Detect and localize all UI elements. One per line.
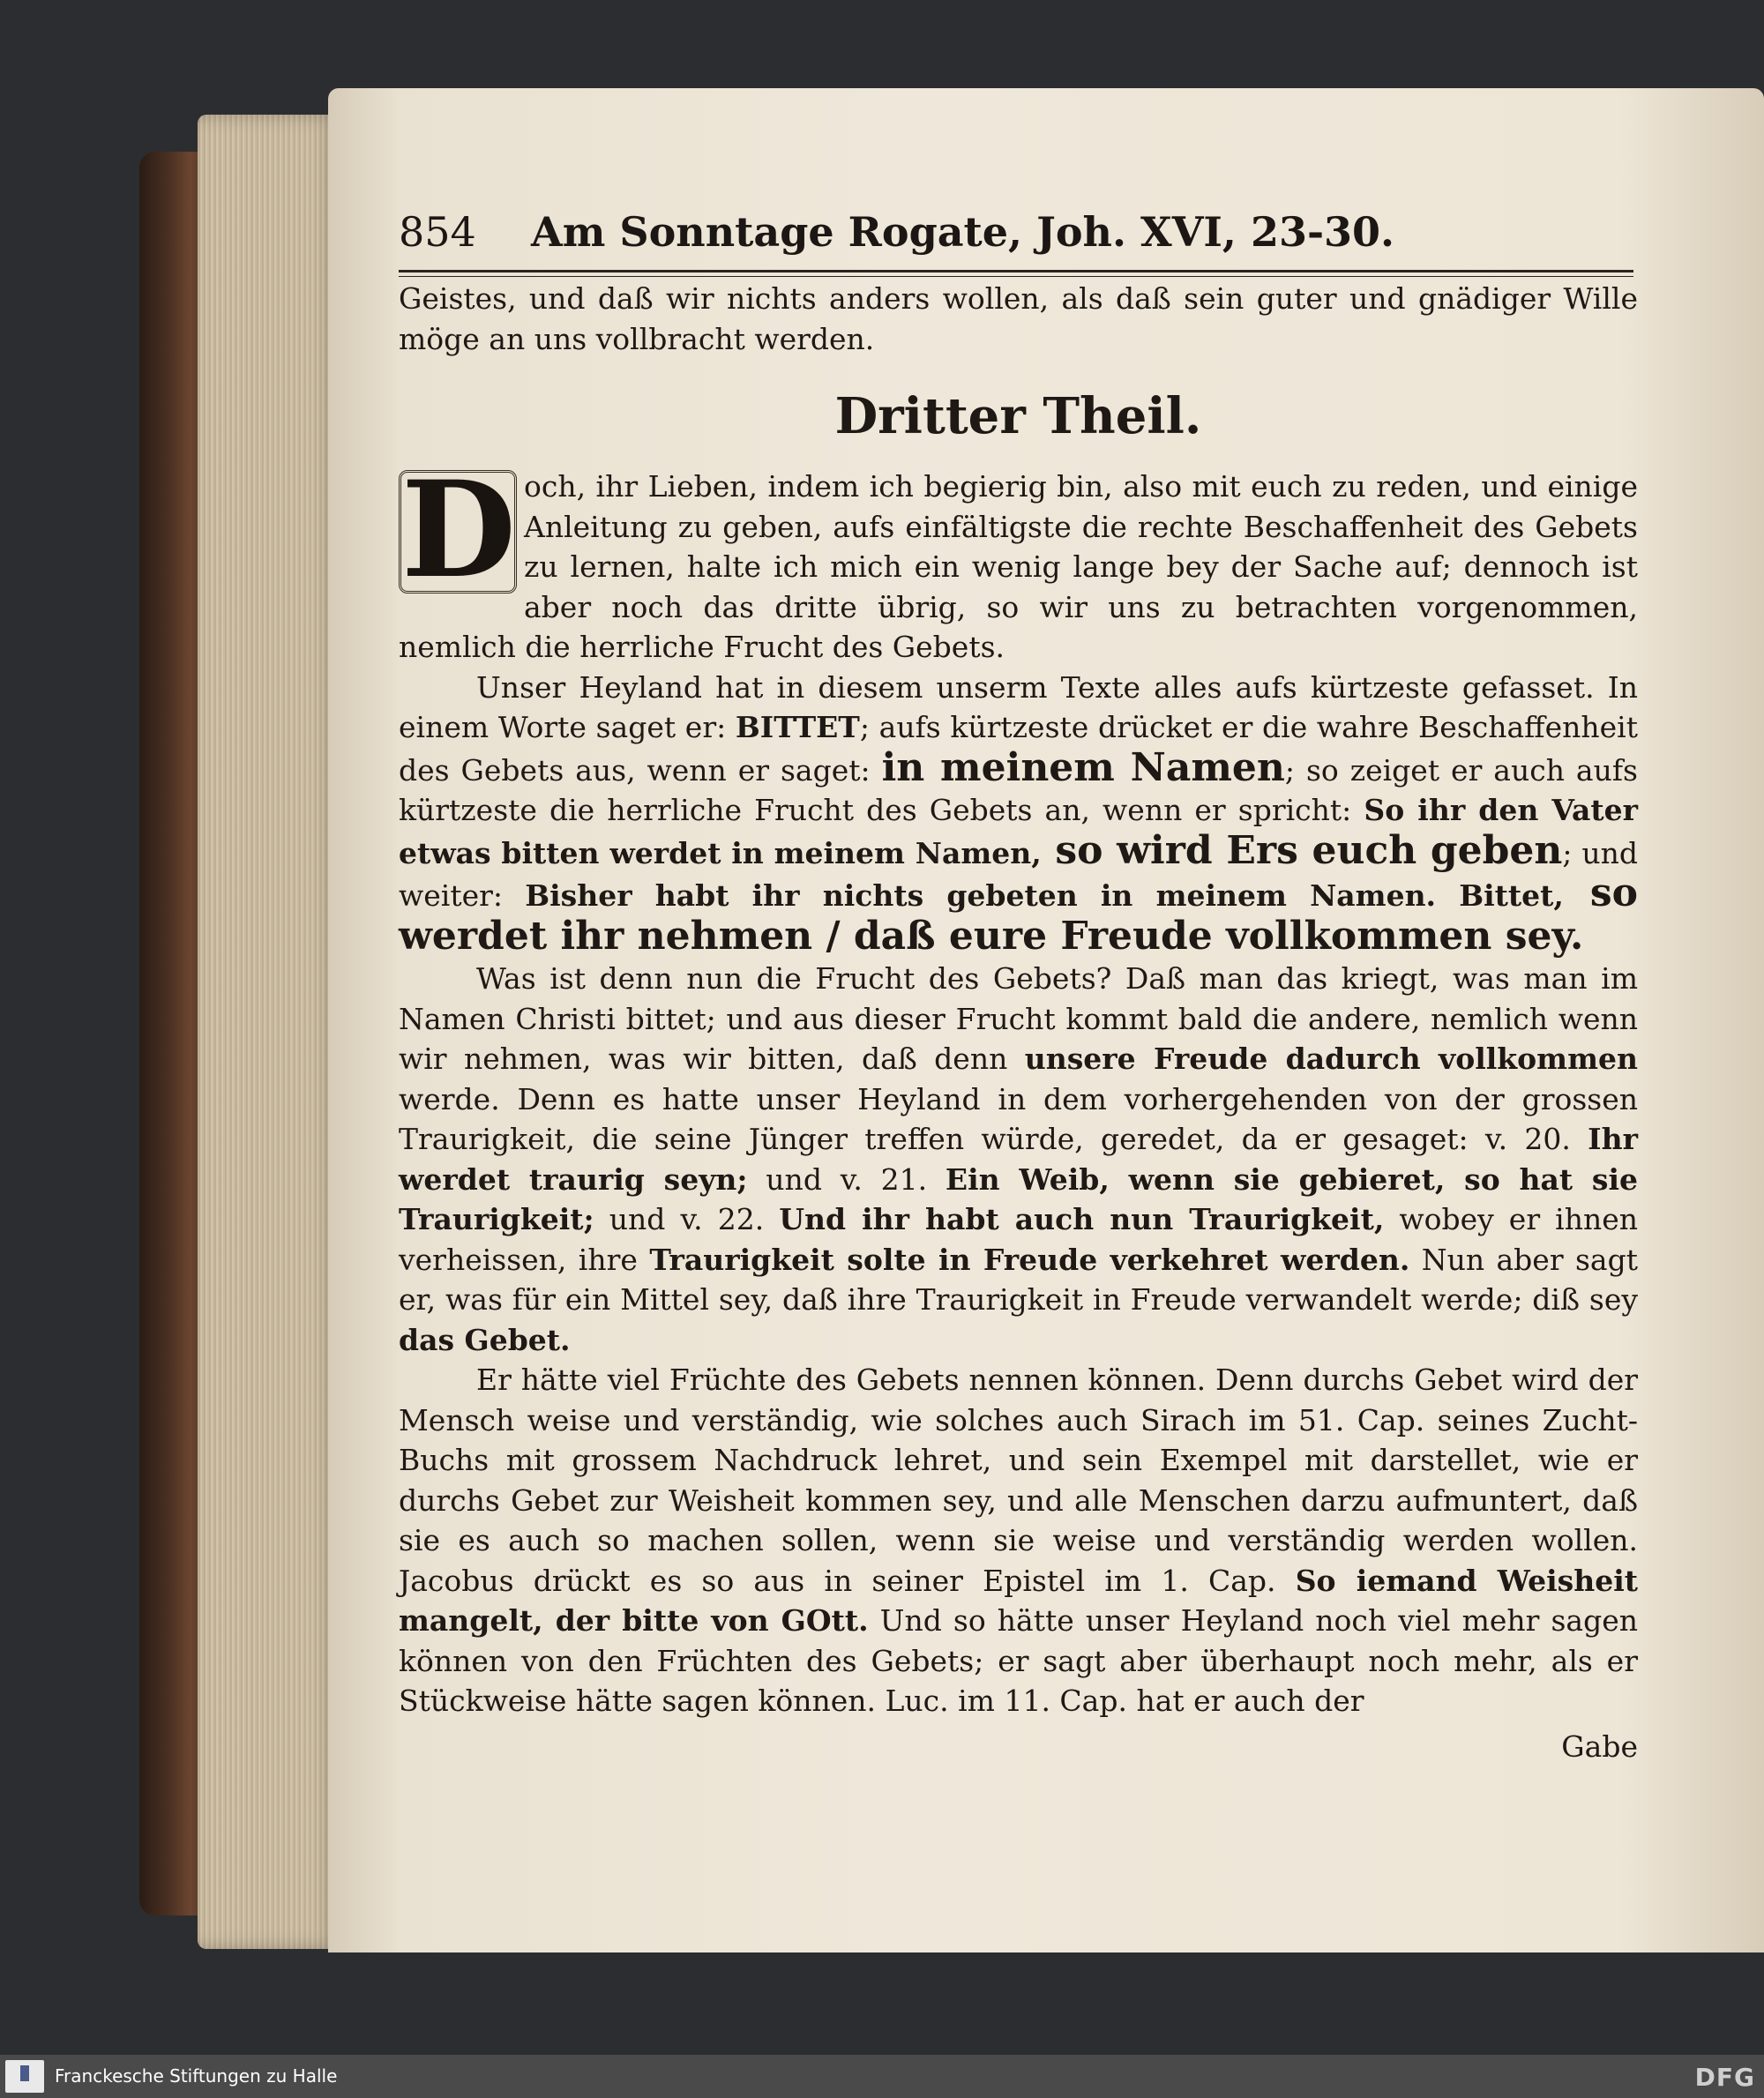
section-title: Dritter Theil. [834,387,1202,445]
emphasis: Traurigkeit solte in Freude verkehret werden. [649,1242,1410,1277]
running-header [399,208,1633,261]
institution-logo-icon [5,2060,44,2093]
text-run: Was ist denn nun die Frucht des Gebets? Daß man das kriegt, was man im Namen Christi bittet; und aus dieser Frucht kommt bald die andere, nemlich wenn wir nehmen, was wir bitten, daß denn [399,961,1638,1076]
text-run: und v. 22. [594,1202,780,1236]
text-run: und v. 21. [747,1161,946,1197]
page-body [399,279,1638,1766]
emphasis: Und ihr habt auch nun Traurigkeit, [779,1202,1385,1236]
text-run: werde. Denn es hatte unser Heyland in dem vorhergehenden von der grossen Traurigkeit, die seine Jünger treffen würde, geredet, da er gesaget: v. 20. [399,1081,1638,1156]
page-edges [198,115,339,1949]
emphasis-large: so wird Ers euch geben [1041,827,1563,873]
viewer-footer [0,2055,1764,2098]
text-run: wobey er ihnen verheissen, ihre [399,1202,1638,1277]
emphasis-large: so werdet ihr nehmen / daß eure Freude vollkommen sey. [399,870,1638,959]
emphasis: So ihr den Vater etwas bitten werdet in meinem Namen, [399,793,1639,870]
emphasis: Bisher habt ihr nichts gebeten in meinem Namen. Bittet, [525,878,1564,913]
emphasis: unsere Freude dadurch vollkommen [1024,1042,1639,1076]
emphasis: Ihr werdet traurig seyn; [399,1122,1638,1197]
text-run: Unser Heyland hat in diesem unserm Texte alles aufs kürtzeste gefasset. In einem Worte saget er: [399,669,1638,744]
catchword: Gabe [1561,1728,1638,1764]
dropcap-initial: D [399,470,517,594]
page-number: 854 [399,208,476,256]
text-run: Er hätte viel Früchte des Gebets nennen können. Denn durchs Gebet wird der Mensch weise und verständig, wie solches auch Sirach im 51. Cap. seines Zucht-Buchs mit grossem Nachdruck lehret, und sein Exempel mit darstellet, wie er durchs Gebet zur Weisheit kommen sey, und alle Menschen darzu aufmuntert, daß sie es auch so machen sollen, wenn sie weise und verständig werden wollen. Jacobus drückt es so aus in seiner Epistel im 1. Cap. [399,1363,1638,1598]
emphasis: das Gebet. [399,1322,571,1357]
dfg-logo: DFG [1694,2063,1755,2092]
text-run: ; so zeiget er auch aufs kürtzeste die herrliche Frucht des Gebets an, wenn er spricht: [399,752,1638,827]
text-run: ; und weiter: [399,835,1638,913]
paragraph [399,959,1638,1360]
emphasis-large: in meinem Namen [881,744,1285,790]
paragraph [399,1360,1638,1721]
running-title: Am Sonntage Rogate, Joh. XVI, 23-30. [531,208,1395,256]
paragraph-continuation: Geistes, und daß wir nichts anders wollen, als daß sein guter und gnädiger Wille möge an uns vollbracht werden. [399,281,1638,356]
emphasis: BITTET [735,710,860,744]
paragraph-opening [399,452,1638,668]
text-run: Und so hätte unser Heyland noch viel mehr sagen können von den Früchten des Gebets; er sagt aber überhaupt noch mehr, als er Stückweise hätte sagen können. Luc. im 11. Cap. hat er auch der [399,1603,1639,1718]
text-run: ; aufs kürtzeste drücket er die wahre Beschaffenheit des Gebets aus, wenn er saget: [399,710,1638,788]
header-rule [399,270,1633,277]
paragraph [399,668,1638,959]
paragraph-text: och, ihr Lieben, indem ich begierig bin, also mit euch zu reden, und einige Anleitung zu geben, aufs einfältigste die rechte Beschaffenheit des Gebets zu lernen, halte ich mich ein wenig lange bey der Sache auf; dennoch ist aber noch das dritte übrig, so wir uns zu betrachten vorgenommen, nemlich die herrliche Frucht des Gebets. [399,469,1638,664]
emphasis: Ein Weib, wenn sie gebieret, so hat sie Traurigkeit; [399,1161,1638,1236]
emphasis: So iemand Weisheit mangelt, der bitte von GOtt. [399,1563,1638,1638]
text-run: Nun aber sagt er, was für ein Mittel sey, daß ihre Traurigkeit in Freude verwandelt werde; diß sey [399,1242,1638,1317]
institution-name: Franckesche Stiftungen zu Halle [55,2065,338,2087]
